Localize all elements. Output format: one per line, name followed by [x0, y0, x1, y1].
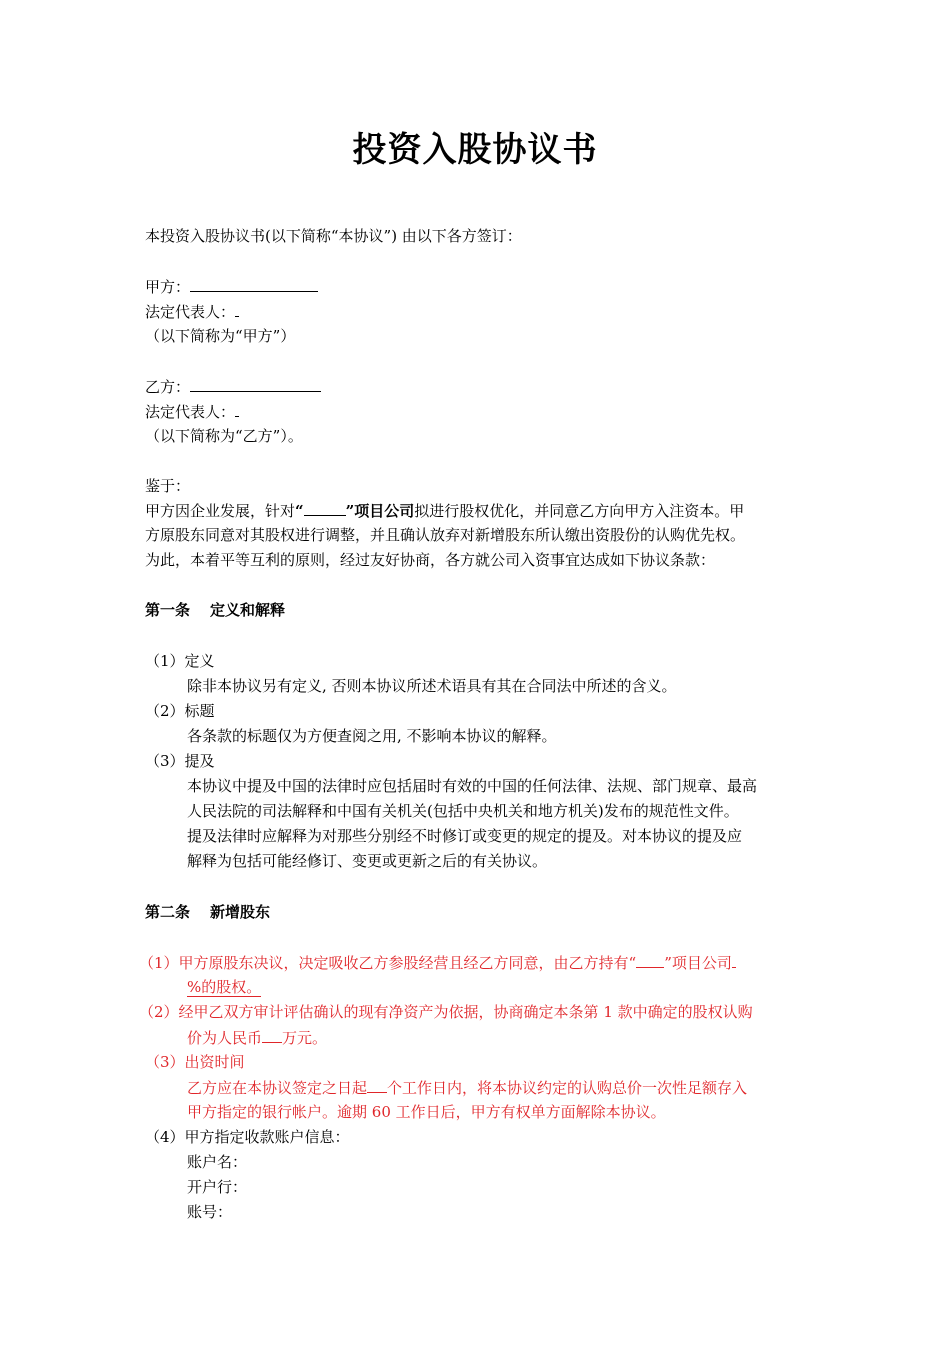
- party-a-line: [145, 276, 318, 297]
- article-2-item-3-line-2: 甲方指定的银行帐户。逾期 60 工作日后，甲方有权单方面解除本协议。: [187, 1103, 666, 1121]
- party-a-label: 甲方：: [145, 278, 191, 296]
- project-quote-open: “: [295, 502, 304, 520]
- whereas-label: 鉴于：: [145, 477, 191, 495]
- party-b-rep-label: 法定代表人：: [145, 403, 236, 421]
- price-amount-blank[interactable]: [262, 1027, 282, 1043]
- article-1-item-3-label: （3）提及: [145, 752, 215, 770]
- party-b-line: [145, 376, 321, 397]
- article-2-item-2-line-1: （2）经甲乙双方审计评估确认的现有净资产为依据，协商确定本条第 1 款中确定的股权认购: [139, 1003, 753, 1021]
- article-1-item-1-label: （1）定义: [145, 652, 215, 670]
- account-name-label: 账户名：: [187, 1153, 248, 1171]
- whereas-line-3: 为此，本着平等互利的原则，经过友好协商，各方就公司入资事宜达成如下协议条款：: [145, 551, 716, 569]
- share-percent-text: %的股权。: [187, 978, 262, 996]
- party-b-label: 乙方：: [145, 378, 191, 396]
- intro-text: 本投资入股协议书(以下简称“本协议”) 由以下各方签订：: [145, 227, 522, 245]
- article-2-item-4-label: （4）甲方指定收款账户信息：: [145, 1128, 350, 1146]
- article-2-item-3-line-1: [187, 1077, 747, 1098]
- article-2-item-2-line-2: [187, 1027, 327, 1048]
- whereas-line-1: [145, 500, 744, 521]
- article-1-item-2-text: 各条款的标题仅为方便查阅之用, 不影响本协议的解释。: [187, 727, 557, 745]
- party-a-rep-blank[interactable]: [235, 301, 239, 317]
- price-prefix: 价为人民币: [187, 1029, 263, 1047]
- party-a-rep-line: [145, 301, 239, 322]
- article-2-item-1-pre: （1）甲方原股东决议，决定吸收乙方参股经营且经乙方同意，由乙方持有“: [139, 954, 637, 972]
- payment-days-blank[interactable]: [367, 1077, 387, 1093]
- party-a-rep-label: 法定代表人：: [145, 303, 236, 321]
- article-2-item-1-post: ”项目公司: [664, 954, 732, 972]
- article-2-item-1-line-1: [139, 952, 736, 973]
- bank-label: 开户行：: [187, 1178, 248, 1196]
- article-1-item-3-line-2: 人民法院的司法解释和中国有关机关(包括中央机关和地方机关)发布的规范性文件。: [187, 802, 739, 820]
- article-1-item-2-label: （2）标题: [145, 702, 215, 720]
- party-a-alias: （以下简称为“甲方”）: [145, 327, 296, 345]
- document-title: 投资入股协议书: [352, 130, 598, 170]
- article-2-item-3-label: （3）出资时间: [145, 1053, 245, 1071]
- article-2-number: 第二条: [145, 903, 191, 921]
- article-1-number: 第一条: [145, 601, 191, 619]
- party-a-blank[interactable]: [190, 276, 318, 292]
- article-1-item-1-text: 除非本协议另有定义, 否则本协议所述术语具有其在合同法中所述的含义。: [187, 677, 677, 695]
- whereas-line-2: 方原股东同意对其股权进行调整，并且确认放弃对新增股东所认缴出资股份的认购优先权。: [145, 526, 746, 544]
- whereas-pre: 甲方因企业发展，针对: [145, 502, 296, 520]
- article-2-name: 新增股东: [210, 903, 271, 921]
- payment-days-prefix: 乙方应在本协议签定之日起: [187, 1079, 368, 1097]
- account-number-label: 账号：: [187, 1203, 233, 1221]
- party-b-alias: （以下简称为“乙方”）。: [145, 427, 303, 445]
- project-name-blank-2[interactable]: [636, 952, 664, 968]
- article-2-item-1-line-2: [187, 977, 261, 997]
- price-suffix: 万元。: [282, 1029, 328, 1047]
- article-1-name: 定义和解释: [210, 601, 286, 619]
- article-1-item-3-line-4: 解释为包括可能经修订、变更或更新之后的有关协议。: [187, 852, 548, 870]
- whereas-post: 拟进行股权优化，并同意乙方向甲方入注资本。甲: [414, 502, 745, 520]
- article-1-item-3-line-3: 提及法律时应解释为对那些分别经不时修订或变更的规定的提及。对本协议的提及应: [187, 827, 743, 845]
- project-company-label: ”项目公司: [345, 502, 415, 520]
- article-2-heading: [145, 902, 270, 922]
- party-b-rep-blank[interactable]: [235, 401, 239, 417]
- party-b-blank[interactable]: [190, 376, 321, 392]
- share-percent-blank[interactable]: [732, 952, 736, 968]
- article-1-item-3-line-1: 本协议中提及中国的法律时应包括届时有效的中国的任何法律、法规、部门规章、最高: [187, 777, 758, 795]
- article-1-heading: [145, 600, 285, 620]
- payment-days-suffix: 个工作日内，将本协议约定的认购总价一次性足额存入: [387, 1079, 748, 1097]
- party-b-rep-line: [145, 401, 239, 422]
- project-name-blank[interactable]: [304, 500, 346, 516]
